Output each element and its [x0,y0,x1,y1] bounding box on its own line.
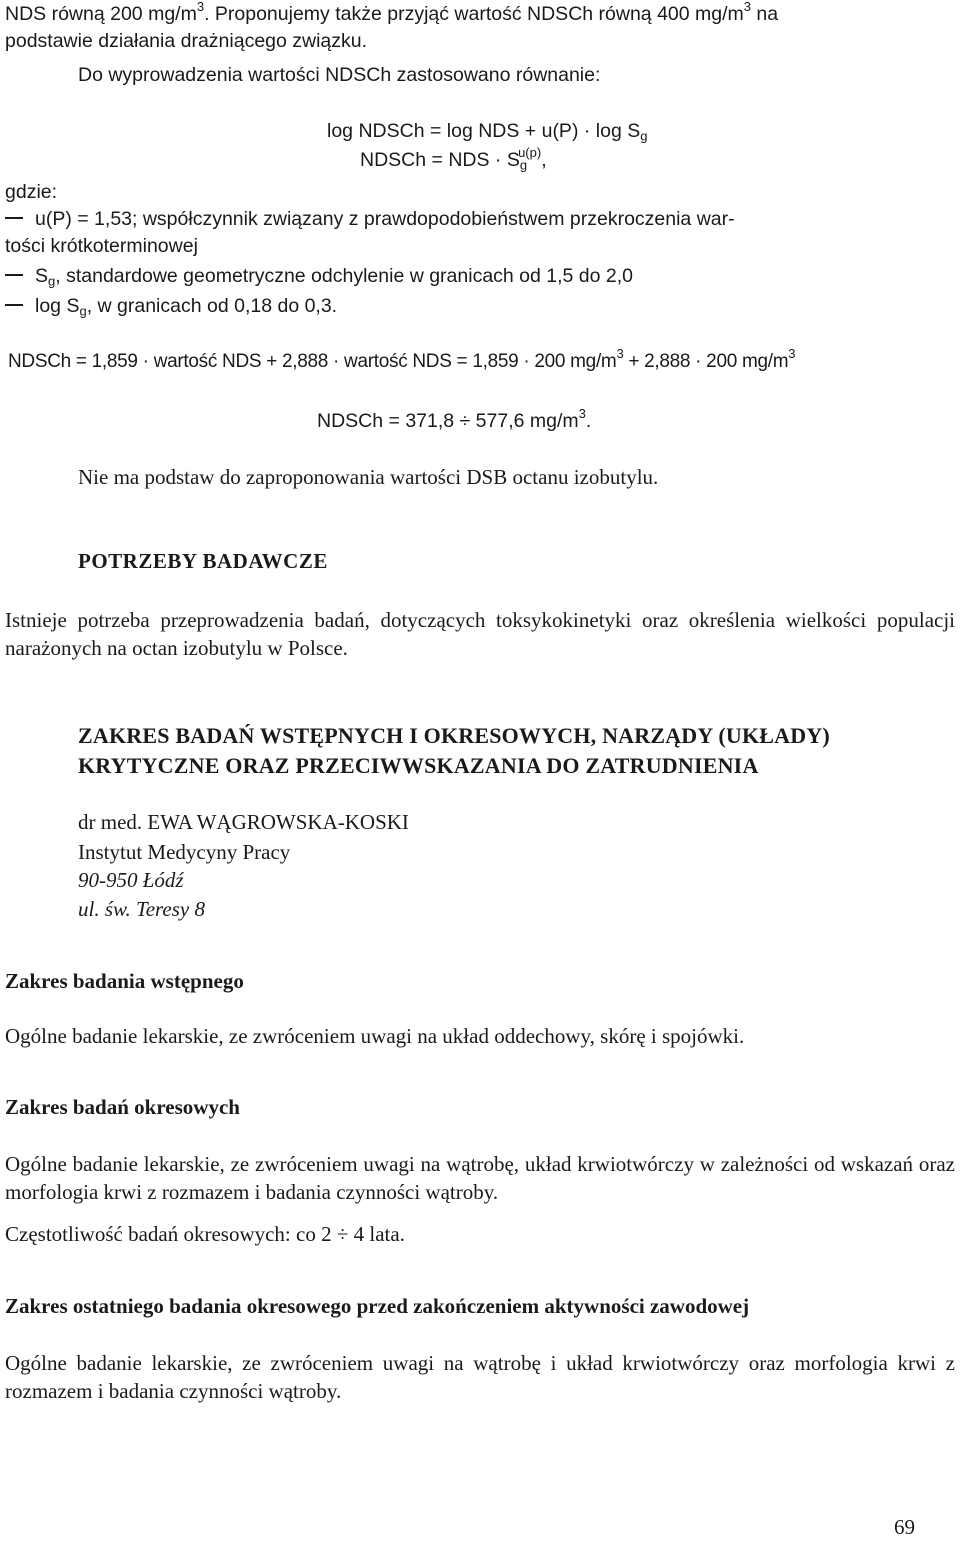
list-item-up-text: u(P) = 1,53; współczynnik związany z prawdopodobieństwem przekroczenia war- [35,208,735,230]
street-address: ul. św. Teresy 8 [78,897,205,921]
calculation-sup: 3 [616,345,624,361]
equation-log-sub: g [640,128,648,144]
list-item-logsg-a: log S [35,295,80,317]
intro-line-1 [5,0,955,28]
result-sup: 3 [578,405,586,421]
result-text: NDSCh = 371,8 ÷ 577,6 mg/m [317,410,579,432]
no-dsb-statement: Nie ma podstaw do zaproponowania wartości DSB octanu izobutylu. [78,465,659,489]
intro-sup-2: 3 [743,0,752,14]
dash-bullet [5,217,23,219]
equation-power-text: NDSCh = NDS · S [360,149,520,171]
page-number: 69 [894,1515,915,1539]
derivation-intro: Do wyprowadzenia wartości NDSCh zastosowano równanie: [78,64,601,86]
equation-log [327,117,647,145]
intro-sup: 3 [196,0,205,14]
calculation-line [8,345,796,376]
list-item-logsg-b: , w granicach od 0,18 do 0,3. [86,295,338,317]
prelim-text: Ogólne badanie lekarskie, ze zwróceniem uwagi na układ oddechowy, skórę i spojówki. [5,1024,745,1048]
scope-heading-line-2: KRYTYCZNE ORAZ PRZECIWWSKAZANIA DO ZATRUDNIENIA [78,753,759,778]
postal-address: 90-950 Łódź [78,868,184,892]
equation-power-sup: u(p) [518,144,542,160]
final-text: Ogólne badanie lekarskie, ze zwróceniem uwagi na wątrobę i układ krwiotwórczy oraz morfologia krwi z rozmazem i badania czynności wątroby. [5,1351,955,1403]
list-item-logsg-sub: g [79,303,87,319]
author-name: dr med. EWA WĄGROWSKA-KOSKI [78,810,409,834]
equation-power-comma: , [541,149,547,171]
list-item-up-cont: tości krótkoterminowej [5,235,198,257]
list-item-sg-a: S [35,265,49,287]
dash-bullet [5,274,23,276]
intro-text-c: na [751,3,779,25]
calculation-text-b: + 2,888 · 200 mg/m [623,351,789,372]
scope-heading-line-1: ZAKRES BADAŃ WSTĘPNYCH I OKRESOWYCH, NARZĄDY (UKŁADY) [78,723,830,748]
list-item-sg [5,262,633,290]
intro-text-b: . Proponujemy także przyjąć wartość NDSCh równą 400 mg/m [204,3,744,25]
research-text: Istnieje potrzeba przeprowadzenia badań, dotyczących toksykokinetyki oraz określenia wielkości populacji narażonych na octan izobutylu w Polsce. [5,608,955,660]
periodic-text: Ogólne badanie lekarskie, ze zwróceniem uwagi na wątrobę, układ krwiotwórczy w zależności od wskazań oraz morfologia krwi z rozmazem i badania czynności wątroby. [5,1152,955,1204]
list-item-sg-sub: g [48,273,56,289]
list-item-sg-b: , standardowe geometryczne odchylenie w granicach od 1,5 do 2,0 [55,265,634,287]
frequency-text: Częstotliwość badań okresowych: co 2 ÷ 4 lata. [5,1222,405,1246]
list-item-logsg [5,292,337,320]
institute-name: Instytut Medycyny Pracy [78,840,291,864]
list-item-up [5,205,735,233]
where-label: gdzie: [5,181,58,203]
dash-bullet [5,304,23,306]
final-heading: Zakres ostatniego badania okresowego przed zakończeniem aktywności zawodowej [5,1294,750,1318]
research-heading: POTRZEBY BADAWCZE [78,549,328,573]
intro-text-a: NDS równą 200 mg/m [5,3,197,25]
calculation-text-a: NDSCh = 1,859 · wartość NDS + 2,888 · wartość NDS = 1,859 · 200 mg/m [8,351,617,372]
calculation-sup-2: 3 [788,345,796,361]
equation-power [360,146,547,174]
periodic-heading: Zakres badań okresowych [5,1095,240,1119]
prelim-heading: Zakres badania wstępnego [5,969,244,993]
equation-log-text: log NDSCh = log NDS + u(P) · log S [327,120,641,142]
result-line [317,407,591,435]
equation-power-sub: g [519,157,528,173]
intro-line-2: podstawie działania drażniącego związku. [5,30,368,52]
result-dot: . [585,410,592,432]
